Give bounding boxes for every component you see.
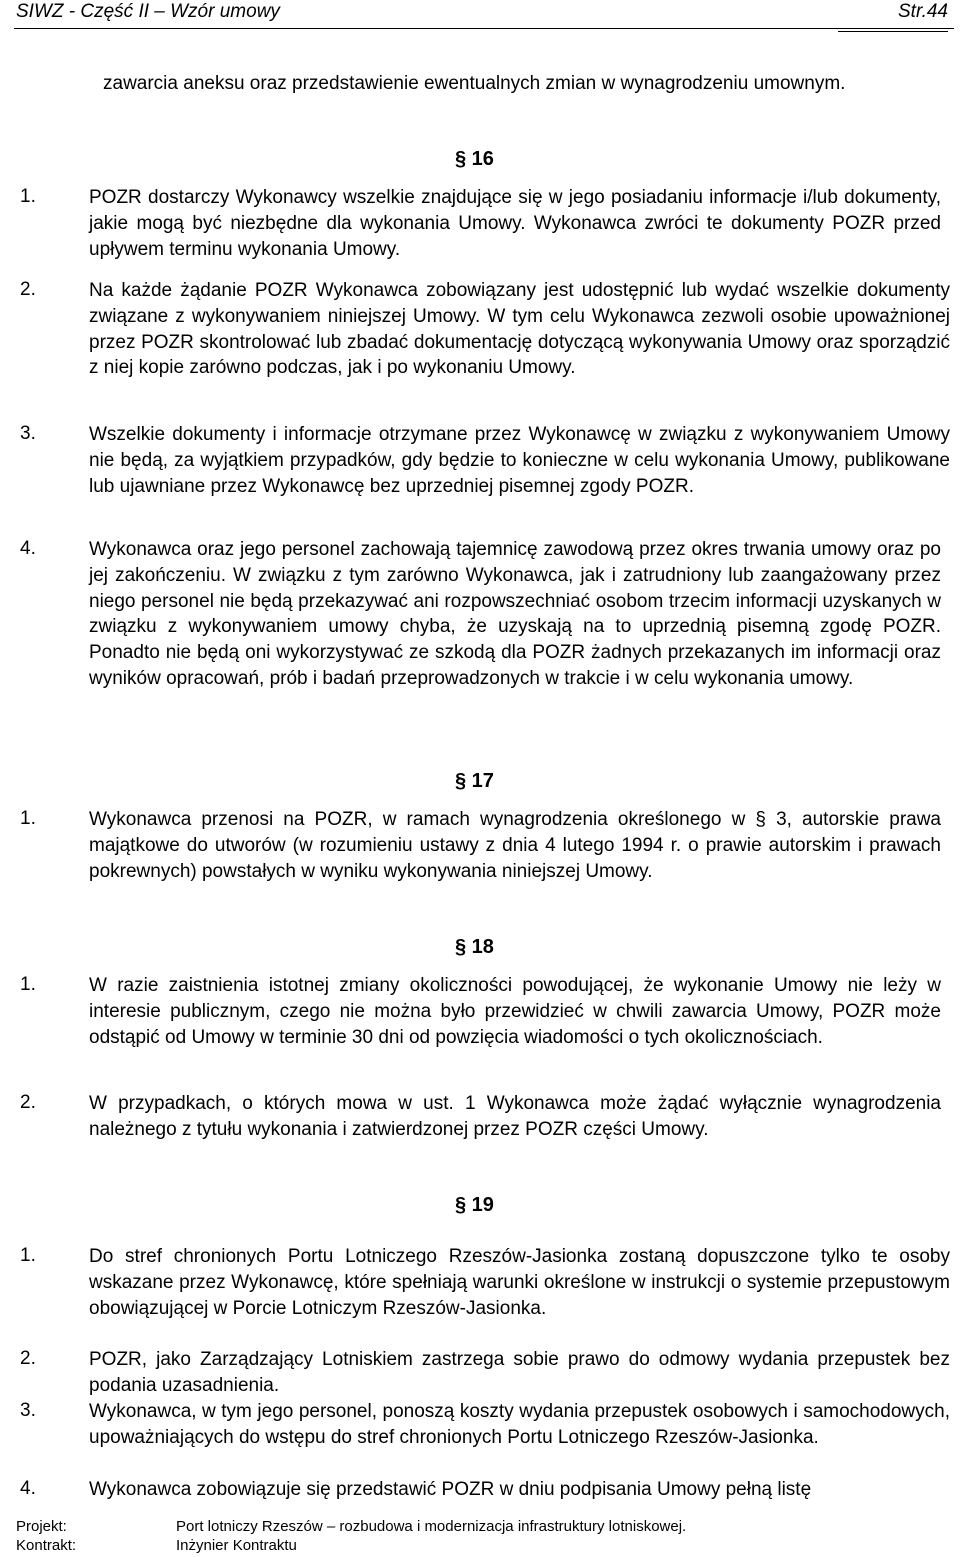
footer-project-value: Port lotniczy Rzeszów – rozbudowa i modernizacja infrastruktury lotniskowej. bbox=[176, 1518, 687, 1535]
section-heading-17: § 17 bbox=[455, 770, 494, 792]
intro-paragraph: zawarcia aneksu oraz przedstawienie ewentualnych zmian w wynagrodzeniu umownym. bbox=[103, 73, 846, 94]
section-18-item-1: W razie zaistnienia istotnej zmiany okoliczności powodującej, że wykonanie Umowy nie leży w interesie publicznym, czego nie można było przewidzieć w chwili zawarcia Umowy, POZR może odstąpić od Umowy w terminie 30 dni od powzięcia wiadomości o tych okolicznościach. bbox=[89, 975, 941, 1048]
section-16-item-1: POZR dostarczy Wykonawcy wszelkie znajdujące się w jego posiadaniu informacje i/lub dokumenty, jakie mogą być niezbędne dla wykonania Umowy. Wykonawca zwróci te dokumenty POZR przed upływem terminu wykonania Umowy. bbox=[89, 187, 941, 260]
section-heading-18: § 18 bbox=[455, 936, 494, 958]
page-number: Str.44 bbox=[898, 1, 948, 22]
footer-project-label: Projekt: bbox=[16, 1518, 67, 1535]
item-number: 1. bbox=[20, 974, 36, 995]
section-19-item-4: Wykonawca zobowiązuje się przedstawić POZR w dniu podpisania Umowy pełną listę bbox=[89, 1479, 812, 1500]
section-19-item-3: Wykonawca, w tym jego personel, ponoszą koszty wydania przepustek osobowych i samochodowych, upoważniających do wstępu do stref chronionych Portu Lotniczego Rzeszów-Jasionka. bbox=[89, 1401, 950, 1448]
section-heading-19: § 19 bbox=[455, 1194, 494, 1216]
item-number: 2. bbox=[20, 1348, 36, 1369]
section-16-item-2: Na każde żądanie POZR Wykonawca zobowiązany jest udostępnić lub wydać wszelkie dokumenty związane z wykonywaniem niniejszej Umowy. W tym celu Wykonawca zezwoli osobie upoważnionej przez POZR skontrolować lub zbadać dokumentację dotyczącą wykonywania Umowy oraz sporządzić z niej kopie zarówno podczas, jak i po wykonaniu Umowy. bbox=[89, 280, 950, 379]
header-title: SIWZ - Część II – Wzór umowy bbox=[16, 1, 280, 22]
item-number: 3. bbox=[20, 1400, 36, 1421]
section-heading-16: § 16 bbox=[455, 148, 494, 170]
footer-contract-value: Inżynier Kontraktu bbox=[176, 1537, 297, 1554]
footer-contract-label: Kontrakt: bbox=[16, 1537, 77, 1554]
item-number: 1. bbox=[20, 1245, 36, 1266]
section-17-item-1: Wykonawca przenosi na POZR, w ramach wynagrodzenia określonego w § 3, autorskie prawa majątkowe do utworów (w rozumieniu ustawy z dnia 4 lutego 1994 r. o prawie autorskim i prawach pokrewnych) powstałych w wyniku wykonywania niniejszej Umowy. bbox=[89, 809, 941, 882]
item-number: 1. bbox=[20, 186, 36, 207]
section-19-item-1: Do stref chronionych Portu Lotniczego Rzeszów-Jasionka zostaną dopuszczone tylko te osoby wskazane przez Wykonawcę, które spełniają warunki określone w instrukcji o systemie przepustowym obowiązującej w Porcie Lotniczym Rzeszów-Jasionka. bbox=[89, 1246, 950, 1319]
section-19-item-2: POZR, jako Zarządzający Lotniskiem zastrzega sobie prawo do odmowy wydania przepustek bez podania uzasadnienia. bbox=[89, 1349, 950, 1396]
header-rule-underline bbox=[838, 31, 948, 32]
section-16-item-3: Wszelkie dokumenty i informacje otrzymane przez Wykonawcę w związku z wykonywaniem Umowy nie będą, za wyjątkiem przypadków, gdy będzie to konieczne w celu wykonania Umowy, publikowane lub ujawniane przez Wykonawcę bez uprzedniej pisemnej zgody POZR. bbox=[89, 424, 950, 497]
item-number: 2. bbox=[20, 1092, 36, 1113]
item-number: 4. bbox=[20, 538, 36, 559]
item-number: 3. bbox=[20, 423, 36, 444]
section-18-item-2: W przypadkach, o których mowa w ust. 1 Wykonawca może żądać wyłącznie wynagrodzenia należnego z tytułu wykonania i zatwierdzonej przez POZR części Umowy. bbox=[89, 1093, 941, 1140]
item-number: 2. bbox=[20, 279, 36, 300]
section-16-item-4: Wykonawca oraz jego personel zachowają tajemnicę zawodową przez okres trwania umowy oraz po jej zakończeniu. W związku z tym zarówno Wykonawca, jak i zatrudniony lub zaangażowany przez niego personel nie będą przekazywać ani rozpowszechniać osobom trzecim informacji uzyskanych w związku z wykonywaniem umowy chyba, że uzyskają na to uprzednią pisemną zgodę POZR. Ponadto nie będą oni wykorzystywać ze szkodą dla POZR żadnych przekazanych im informacji oraz wyników opracowań, prób i badań przeprowadzonych w trakcie i w celu wykonania umowy. bbox=[89, 539, 941, 689]
header-rule bbox=[14, 28, 954, 29]
item-number: 1. bbox=[20, 808, 36, 829]
item-number: 4. bbox=[20, 1478, 36, 1499]
